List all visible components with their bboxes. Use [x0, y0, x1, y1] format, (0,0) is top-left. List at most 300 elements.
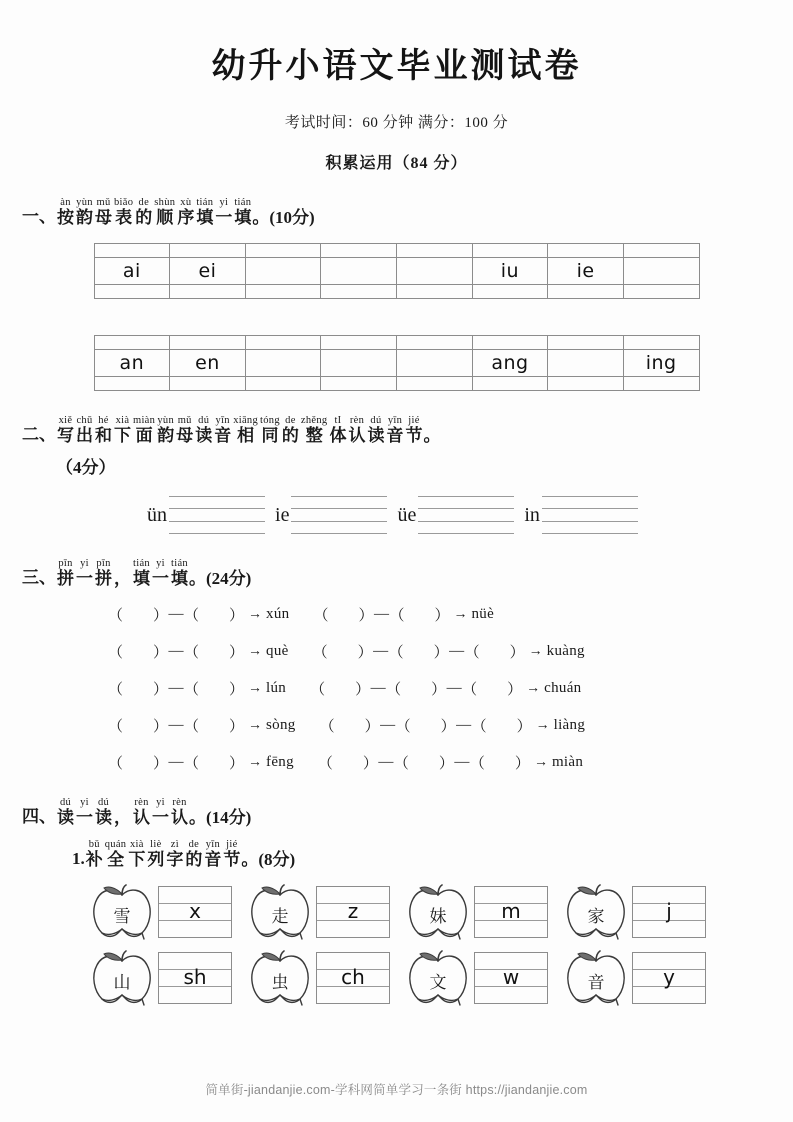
- arrow-icon: →: [248, 643, 263, 659]
- ruby-hanzi: 母: [95, 208, 112, 228]
- ruby-pinyin: zì: [170, 839, 179, 851]
- ruby-pinyin: miàn: [133, 415, 156, 427]
- ruby-pinyin: xiě: [58, 415, 73, 427]
- table-cell[interactable]: an: [94, 350, 170, 377]
- answer-blank-paren[interactable]: （ ）: [312, 645, 373, 662]
- table-cell: [548, 285, 624, 299]
- ruby-char: [157, 415, 174, 445]
- ruby-char: [195, 415, 212, 445]
- target-syllable: nüè: [471, 606, 495, 623]
- spell-group-left: [108, 715, 296, 736]
- ruby-hanzi: 认: [133, 808, 150, 828]
- ruby-pinyin: yīn: [387, 415, 403, 427]
- ruby-pinyin: yīn: [215, 415, 230, 427]
- ruby-hanzi: 读: [95, 808, 112, 828]
- ruby-char: [86, 839, 103, 869]
- dash-separator: —: [168, 680, 184, 697]
- table-cell: [170, 336, 246, 350]
- table-cell: [321, 377, 397, 391]
- four-line-blank[interactable]: [291, 496, 387, 534]
- table-row: [94, 377, 699, 391]
- table-cell[interactable]: ei: [170, 258, 246, 285]
- ruby-char: [329, 415, 346, 445]
- ruby-hanzi: 下: [128, 850, 146, 870]
- apple-hanzi: 文: [429, 972, 447, 992]
- ruby-char: [76, 797, 93, 827]
- yunmu-label: ie: [275, 503, 290, 526]
- apple-hanzi: 走: [271, 906, 289, 926]
- apple-icon: [246, 949, 314, 1007]
- apple-syllable-cell: [562, 883, 706, 941]
- table-cell[interactable]: ing: [623, 350, 699, 377]
- question-2-points: （4分）: [56, 458, 116, 478]
- ruby-pinyin: bǔ: [88, 839, 100, 851]
- ruby-pinyin: pīn: [58, 558, 73, 570]
- spell-group-left: [108, 752, 294, 773]
- ruby-pinyin: yùn: [157, 415, 175, 427]
- pinyin-initial: j: [666, 899, 672, 924]
- ruby-hanzi: 拼: [57, 569, 74, 589]
- apple-icon: [404, 949, 472, 1007]
- ruby-hanzi: 节: [223, 850, 241, 870]
- ruby-pinyin: de: [285, 415, 296, 427]
- ruby-pinyin: hé: [98, 415, 109, 427]
- ruby-char: [215, 197, 232, 227]
- dash-separator: —: [378, 754, 394, 771]
- table-cell[interactable]: [548, 350, 624, 377]
- ruby-char: [171, 558, 188, 588]
- table-cell: [472, 244, 548, 258]
- ruby-pinyin: yi: [156, 797, 165, 809]
- answer-blank-paren[interactable]: （ ）: [310, 682, 371, 699]
- question-1-ruby-run: [56, 197, 252, 227]
- pinyin-answer-box[interactable]: [316, 952, 390, 1004]
- ruby-hanzi: 补: [85, 850, 103, 870]
- arrow-icon: →: [248, 606, 263, 622]
- ruby-pinyin: xià: [115, 415, 130, 427]
- arrow-icon: →: [528, 643, 543, 659]
- ruby-pinyin: xù: [180, 197, 192, 208]
- ruby-pinyin: dú: [370, 415, 382, 427]
- question-4-number: 四、: [22, 807, 56, 827]
- answer-blank-paren[interactable]: （ ）: [108, 719, 169, 736]
- ruby-hanzi: 写: [57, 426, 74, 446]
- ruby-char: [114, 797, 131, 827]
- apple-hanzi: 妹: [429, 906, 447, 926]
- table-cell: [472, 336, 548, 350]
- ruby-pinyin: yi: [80, 558, 89, 570]
- answer-blank-paren[interactable]: （ ）: [108, 608, 169, 625]
- answer-blank-paren[interactable]: （ ）: [319, 719, 380, 736]
- ruby-hanzi: 体: [329, 426, 347, 446]
- question-4-heading: [0, 797, 793, 827]
- ruby-pinyin: quán: [104, 839, 127, 851]
- ruby-pinyin: jié: [226, 839, 238, 851]
- pinyin-answer-box[interactable]: [316, 886, 390, 938]
- ruby-hanzi: 下: [114, 426, 131, 446]
- ruby-char: [223, 839, 240, 869]
- dash-separator: —: [168, 643, 184, 660]
- ruby-hanzi: 相: [237, 426, 255, 446]
- ruby-hanzi: 母: [176, 426, 194, 446]
- yunmu-blank-item: [137, 496, 265, 534]
- table-cell: [170, 285, 246, 299]
- ruby-pinyin: tián: [133, 558, 150, 570]
- ruby-char: [301, 415, 328, 445]
- ruby-pinyin: zhěng: [300, 415, 328, 427]
- arrow-icon: →: [533, 754, 548, 770]
- dash-separator: —: [454, 754, 470, 771]
- yunmu-blank-item: [514, 496, 638, 534]
- table-cell: [397, 377, 473, 391]
- table-cell[interactable]: ai: [94, 258, 170, 285]
- yunmu-label: in: [524, 503, 540, 526]
- ruby-pinyin: mǔ: [177, 415, 192, 427]
- sub-question-index: 1.: [72, 849, 85, 869]
- ruby-hanzi: 节: [405, 426, 423, 446]
- ruby-pinyin: liè: [150, 839, 162, 851]
- ruby-pinyin: dú: [59, 797, 72, 809]
- table-cell: [623, 244, 699, 258]
- apple-hanzi: 家: [587, 906, 605, 926]
- question-3-ruby-run: [56, 558, 189, 588]
- ruby-pinyin: yùn: [76, 197, 93, 208]
- table-cell: [245, 336, 321, 350]
- table-cell: [623, 336, 699, 350]
- apple-row-2: [88, 949, 793, 1007]
- ruby-pinyin: de: [188, 839, 200, 851]
- pinyin-answer-box[interactable]: [474, 886, 548, 938]
- page-title: 幼升小语文毕业测试卷: [211, 48, 582, 85]
- pinyin-initial: y: [663, 965, 675, 990]
- sub-question-points: 。(8分): [241, 850, 296, 870]
- question-3-number: 三、: [22, 568, 56, 588]
- table-cell: [623, 377, 699, 391]
- table-cell[interactable]: en: [170, 350, 246, 377]
- dash-separator: —: [373, 606, 389, 623]
- ruby-char: [114, 197, 133, 227]
- apple-hanzi: 山: [113, 972, 131, 992]
- yunmu-table-1: [94, 243, 700, 299]
- apple-syllable-cell: [88, 949, 232, 1007]
- ruby-hanzi: 列: [147, 850, 165, 870]
- table-cell: [321, 285, 397, 299]
- apple-row-1: [88, 883, 793, 941]
- table-row: [94, 258, 699, 285]
- question-4-points: 。(14分): [189, 808, 252, 828]
- answer-blank-paren[interactable]: （ ）: [464, 645, 525, 662]
- ruby-hanzi: 字: [166, 850, 184, 870]
- answer-blank-paren[interactable]: （ ）: [389, 608, 450, 625]
- target-syllable: fēng: [266, 754, 294, 771]
- ruby-hanzi: 一: [215, 208, 233, 228]
- table-cell: [94, 336, 170, 350]
- dash-separator: —: [380, 717, 396, 734]
- pinyin-answer-box[interactable]: [158, 952, 232, 1004]
- ruby-hanzi: 序: [177, 208, 195, 228]
- target-syllable: què: [266, 643, 289, 660]
- yunmu-table-2: [94, 335, 700, 391]
- spell-group-right: [313, 604, 494, 625]
- spell-row: [0, 641, 793, 662]
- four-line-blank[interactable]: [418, 496, 514, 534]
- target-syllable: lún: [266, 680, 287, 697]
- table-row: [94, 336, 699, 350]
- spell-group-right: [320, 715, 586, 736]
- target-syllable: chuán: [544, 680, 582, 697]
- arrow-icon: →: [535, 717, 550, 733]
- table-cell[interactable]: [245, 350, 321, 377]
- four-line-blank[interactable]: [169, 496, 265, 534]
- ruby-char: [57, 197, 74, 227]
- pinyin-answer-box[interactable]: [158, 886, 232, 938]
- dash-separator: —: [456, 717, 472, 734]
- question-2-ruby-run: [56, 415, 423, 445]
- ruby-char: [147, 839, 164, 869]
- ruby-pinyin: de: [138, 197, 150, 208]
- ruby-pinyin: chū: [76, 415, 93, 427]
- ruby-hanzi: 一: [152, 808, 169, 828]
- four-line-blank[interactable]: [542, 496, 638, 534]
- arrow-icon: →: [248, 717, 263, 733]
- question-4-sub1-heading: [0, 839, 793, 869]
- pinyin-initial: z: [347, 899, 359, 924]
- table-cell: [170, 244, 246, 258]
- ruby-hanzi: 一: [152, 569, 169, 589]
- section-banner: 积累运用（84 分）: [325, 155, 468, 172]
- target-syllable: kuàng: [546, 643, 585, 660]
- ruby-hanzi: 韵: [157, 426, 175, 446]
- ruby-hanzi: 读: [367, 426, 385, 446]
- apple-hanzi: 音: [587, 972, 605, 992]
- table-row: [94, 244, 699, 258]
- question-3-heading: [0, 558, 793, 588]
- ruby-hanzi: 顺: [156, 208, 174, 228]
- dash-separator: —: [168, 754, 184, 771]
- spell-row: [0, 752, 793, 773]
- ruby-char: [214, 415, 231, 445]
- table-cell: [548, 377, 624, 391]
- ruby-char: [105, 839, 127, 869]
- question-1-heading: [0, 197, 793, 227]
- ruby-hanzi: 音: [214, 426, 232, 446]
- ruby-char: [95, 415, 112, 445]
- ruby-char: [204, 839, 221, 869]
- ruby-hanzi: 面: [135, 426, 153, 446]
- ruby-pinyin: shùn: [154, 197, 176, 208]
- ruby-hanzi: 同: [261, 426, 279, 446]
- table-cell[interactable]: [321, 350, 397, 377]
- table-cell: [548, 336, 624, 350]
- dash-separator: —: [446, 680, 462, 697]
- ruby-char: [128, 839, 145, 869]
- ruby-char: [166, 839, 183, 869]
- answer-blank-paren[interactable]: （ ）: [388, 645, 449, 662]
- footer-watermark: 简单街-jiandanjie.com-学科网简单学习一条街 https://jiandanjie.com: [205, 1083, 588, 1097]
- ruby-hanzi: 全: [107, 850, 125, 870]
- ruby-hanzi: 出: [76, 426, 93, 446]
- ruby-pinyin: mǔ: [96, 197, 111, 208]
- question-2-heading: [0, 415, 793, 445]
- ruby-char: [196, 197, 213, 227]
- ruby-char: [114, 558, 131, 588]
- ruby-pinyin: tián: [171, 558, 188, 570]
- ruby-hanzi: 读: [195, 426, 213, 446]
- question-3-points: 。(24分): [189, 569, 252, 589]
- ruby-hanzi: 的: [281, 426, 299, 446]
- answer-blank-paren[interactable]: （ ）: [393, 756, 454, 773]
- ruby-pinyin: xià: [130, 839, 144, 851]
- dash-separator: —: [168, 606, 184, 623]
- dash-separator: —: [370, 680, 386, 697]
- target-syllable: miàn: [551, 754, 584, 771]
- ruby-hanzi: 填: [171, 569, 188, 589]
- ruby-hanzi: 填: [196, 208, 214, 228]
- table-cell[interactable]: ie: [548, 258, 624, 285]
- ruby-pinyin: yi: [80, 797, 89, 809]
- ruby-pinyin: tóng: [260, 415, 280, 427]
- arrow-icon: →: [453, 606, 468, 622]
- apple-hanzi: 雪: [113, 906, 131, 926]
- question-4-ruby-run: [56, 797, 189, 827]
- ruby-char: [177, 197, 194, 227]
- question-1-points: 。(10分): [252, 208, 315, 228]
- ruby-char: [405, 415, 422, 445]
- apple-syllable-cell: [246, 883, 390, 941]
- ruby-char: [176, 415, 193, 445]
- apple-syllable-cell: [562, 949, 706, 1007]
- spell-row: [0, 604, 793, 625]
- ruby-hanzi: 一: [76, 808, 93, 828]
- spelling-exercise-block: [0, 604, 793, 773]
- table-cell[interactable]: iu: [472, 258, 548, 285]
- answer-blank-paren[interactable]: （ ）: [471, 719, 532, 736]
- ruby-pinyin: àn: [60, 197, 71, 208]
- ruby-pinyin: biǎo: [114, 197, 134, 208]
- ruby-hanzi: 的: [185, 850, 203, 870]
- ruby-hanzi: 认: [348, 426, 366, 446]
- table-cell: [94, 377, 170, 391]
- ruby-hanzi: 韵: [76, 208, 93, 228]
- ruby-hanzi: ，: [114, 569, 131, 589]
- apple-syllable-cell: [404, 883, 548, 941]
- table-cell[interactable]: [397, 258, 473, 285]
- table-cell: [623, 285, 699, 299]
- question-1-number: 一、: [22, 207, 56, 227]
- answer-blank-paren[interactable]: （ ）: [108, 756, 169, 773]
- ruby-char: [57, 415, 74, 445]
- table-cell: [472, 285, 548, 299]
- ruby-hanzi: 音: [204, 850, 222, 870]
- answer-blank-paren[interactable]: （ ）: [184, 645, 245, 662]
- table-cell[interactable]: [321, 258, 397, 285]
- table-cell: [397, 336, 473, 350]
- answer-blank-paren[interactable]: （ ）: [313, 608, 374, 625]
- answer-blank-paren[interactable]: （ ）: [184, 682, 245, 699]
- apple-icon: [562, 883, 630, 941]
- table-cell[interactable]: [245, 258, 321, 285]
- ruby-hanzi: 音: [386, 426, 404, 446]
- answer-blank-paren[interactable]: （ ）: [469, 756, 530, 773]
- table-cell: [245, 285, 321, 299]
- target-syllable: sòng: [266, 717, 296, 734]
- ruby-hanzi: 认: [171, 808, 188, 828]
- spell-group-right: [318, 752, 583, 773]
- table-cell: [170, 377, 246, 391]
- answer-blank-paren[interactable]: （ ）: [108, 682, 169, 699]
- ruby-char: [95, 797, 112, 827]
- ruby-hanzi: 表: [115, 208, 133, 228]
- arrow-icon: →: [248, 680, 263, 696]
- table-cell[interactable]: [623, 258, 699, 285]
- yunmu-label: ün: [147, 503, 168, 526]
- apple-icon: [88, 949, 156, 1007]
- spell-group-left: [108, 604, 289, 625]
- ruby-hanzi: 填: [234, 208, 252, 228]
- ruby-char: [386, 415, 403, 445]
- answer-blank-paren[interactable]: （ ）: [184, 608, 245, 625]
- dash-separator: —: [449, 643, 465, 660]
- yunmu-blank-item: [387, 496, 514, 534]
- ruby-pinyin: tián: [196, 197, 214, 208]
- table-row: [94, 285, 699, 299]
- table-cell: [548, 244, 624, 258]
- table-cell: [321, 244, 397, 258]
- arrow-icon: →: [248, 754, 263, 770]
- pinyin-initial: x: [189, 899, 201, 924]
- pinyin-initial: sh: [183, 965, 207, 990]
- answer-blank-paren[interactable]: （ ）: [184, 719, 245, 736]
- pinyin-answer-box[interactable]: [474, 952, 548, 1004]
- question-4-sub1-ruby-run: [85, 839, 242, 869]
- apple-icon: [246, 883, 314, 941]
- table-cell: [321, 336, 397, 350]
- spell-group-left: [108, 641, 289, 662]
- table-cell[interactable]: ang: [472, 350, 548, 377]
- ruby-char: [76, 415, 93, 445]
- ruby-hanzi: 拼: [95, 569, 112, 589]
- target-syllable: xún: [266, 606, 290, 623]
- ruby-char: [282, 415, 299, 445]
- answer-blank-paren[interactable]: （ ）: [184, 756, 245, 773]
- ruby-pinyin: rèn: [172, 797, 187, 809]
- pinyin-initial: ch: [341, 965, 365, 990]
- dash-separator: —: [373, 643, 389, 660]
- apple-icon: [562, 949, 630, 1007]
- answer-blank-paren[interactable]: （ ）: [395, 719, 456, 736]
- ruby-char: [260, 415, 280, 445]
- ruby-char: [185, 839, 202, 869]
- table-cell[interactable]: [397, 350, 473, 377]
- pinyin-answer-box[interactable]: [632, 952, 706, 1004]
- ruby-hanzi: 填: [133, 569, 150, 589]
- ruby-char: [95, 197, 112, 227]
- answer-blank-paren[interactable]: （ ）: [317, 756, 378, 773]
- pinyin-answer-box[interactable]: [632, 886, 706, 938]
- ruby-char: [348, 415, 365, 445]
- apple-hanzi: 虫: [271, 972, 289, 992]
- pinyin-initial: m: [501, 899, 521, 924]
- table-cell: [397, 285, 473, 299]
- answer-blank-paren[interactable]: （ ）: [108, 645, 169, 662]
- answer-blank-paren[interactable]: （ ）: [386, 682, 447, 699]
- ruby-pinyin: dú: [97, 797, 110, 809]
- apple-syllable-cell: [88, 883, 232, 941]
- ruby-pinyin: yi: [219, 197, 229, 208]
- ruby-char: [234, 197, 251, 227]
- answer-blank-paren[interactable]: （ ）: [462, 682, 523, 699]
- table-cell: [245, 377, 321, 391]
